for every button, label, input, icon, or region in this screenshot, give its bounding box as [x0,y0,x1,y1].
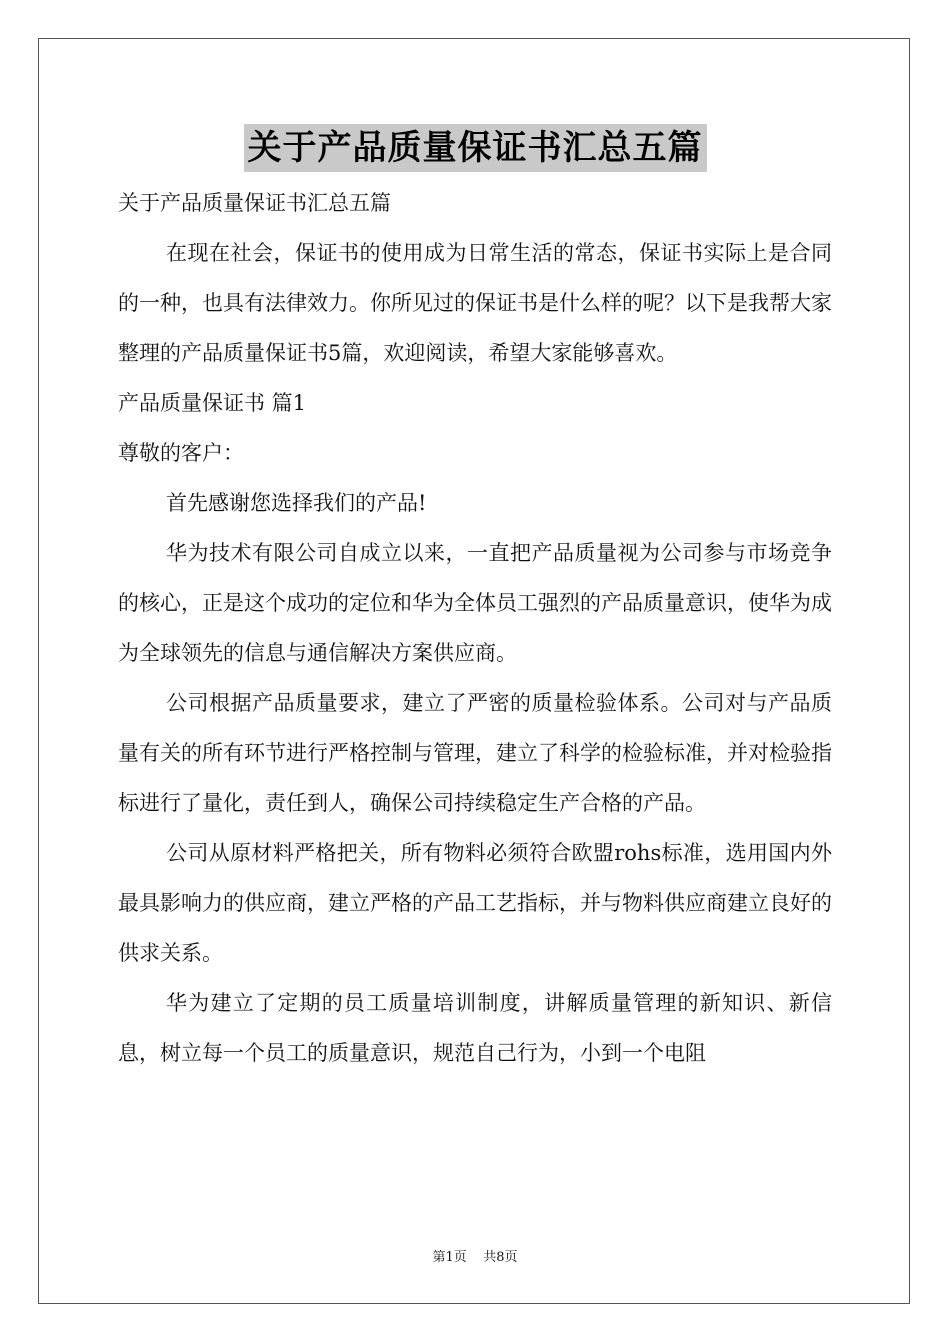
paragraph: 关于产品质量保证书汇总五篇 [118,191,391,215]
page-number: 第1页 [432,1250,467,1265]
paragraph: 华为建立了定期的员工质量培训制度，讲解质量管理的新知识、新信息，树立每一个员工的质量意识，规范自己行为，小到一个电阻 [118,991,832,1065]
paragraph: 公司根据产品质量要求，建立了严密的质量检验体系。公司对与产品质量有关的所有环节进行严格控制与管理，建立了科学的检验标准，并对检验指标进行了量化，责任到人，确保公司持续稳定生产合格的产品。 [118,691,832,815]
paragraph: 公司从原材料严格把关，所有物料必须符合欧盟rohs标准，选用国内外最具影响力的供应商，建立严格的产品工艺指标，并与物料供应商建立良好的供求关系。 [118,841,832,965]
document-title-wrap [0,124,950,172]
page-footer [0,1246,950,1265]
salutation: 尊敬的客户： [118,441,244,465]
paragraph: 首先感谢您选择我们的产品! [166,491,427,515]
paragraph: 华为技术有限公司自成立以来，一直把产品质量视为公司参与市场竞争的核心，正是这个成功的定位和华为全体员工强烈的产品质量意识，使华为成为全球领先的信息与通信解决方案供应商。 [118,541,832,665]
document-title: 关于产品质量保证书汇总五篇 [244,124,707,172]
page-total: 共8页 [483,1250,518,1265]
paragraph: 在现在社会，保证书的使用成为日常生活的常态，保证书实际上是合同的一种，也具有法律效力。你所见过的保证书是什么样的呢？以下是我帮大家整理的产品质量保证书5篇，欢迎阅读，希望大家能够喜欢。 [118,241,832,365]
section-heading: 产品质量保证书 篇1 [118,391,307,415]
document-body [118,178,832,1078]
